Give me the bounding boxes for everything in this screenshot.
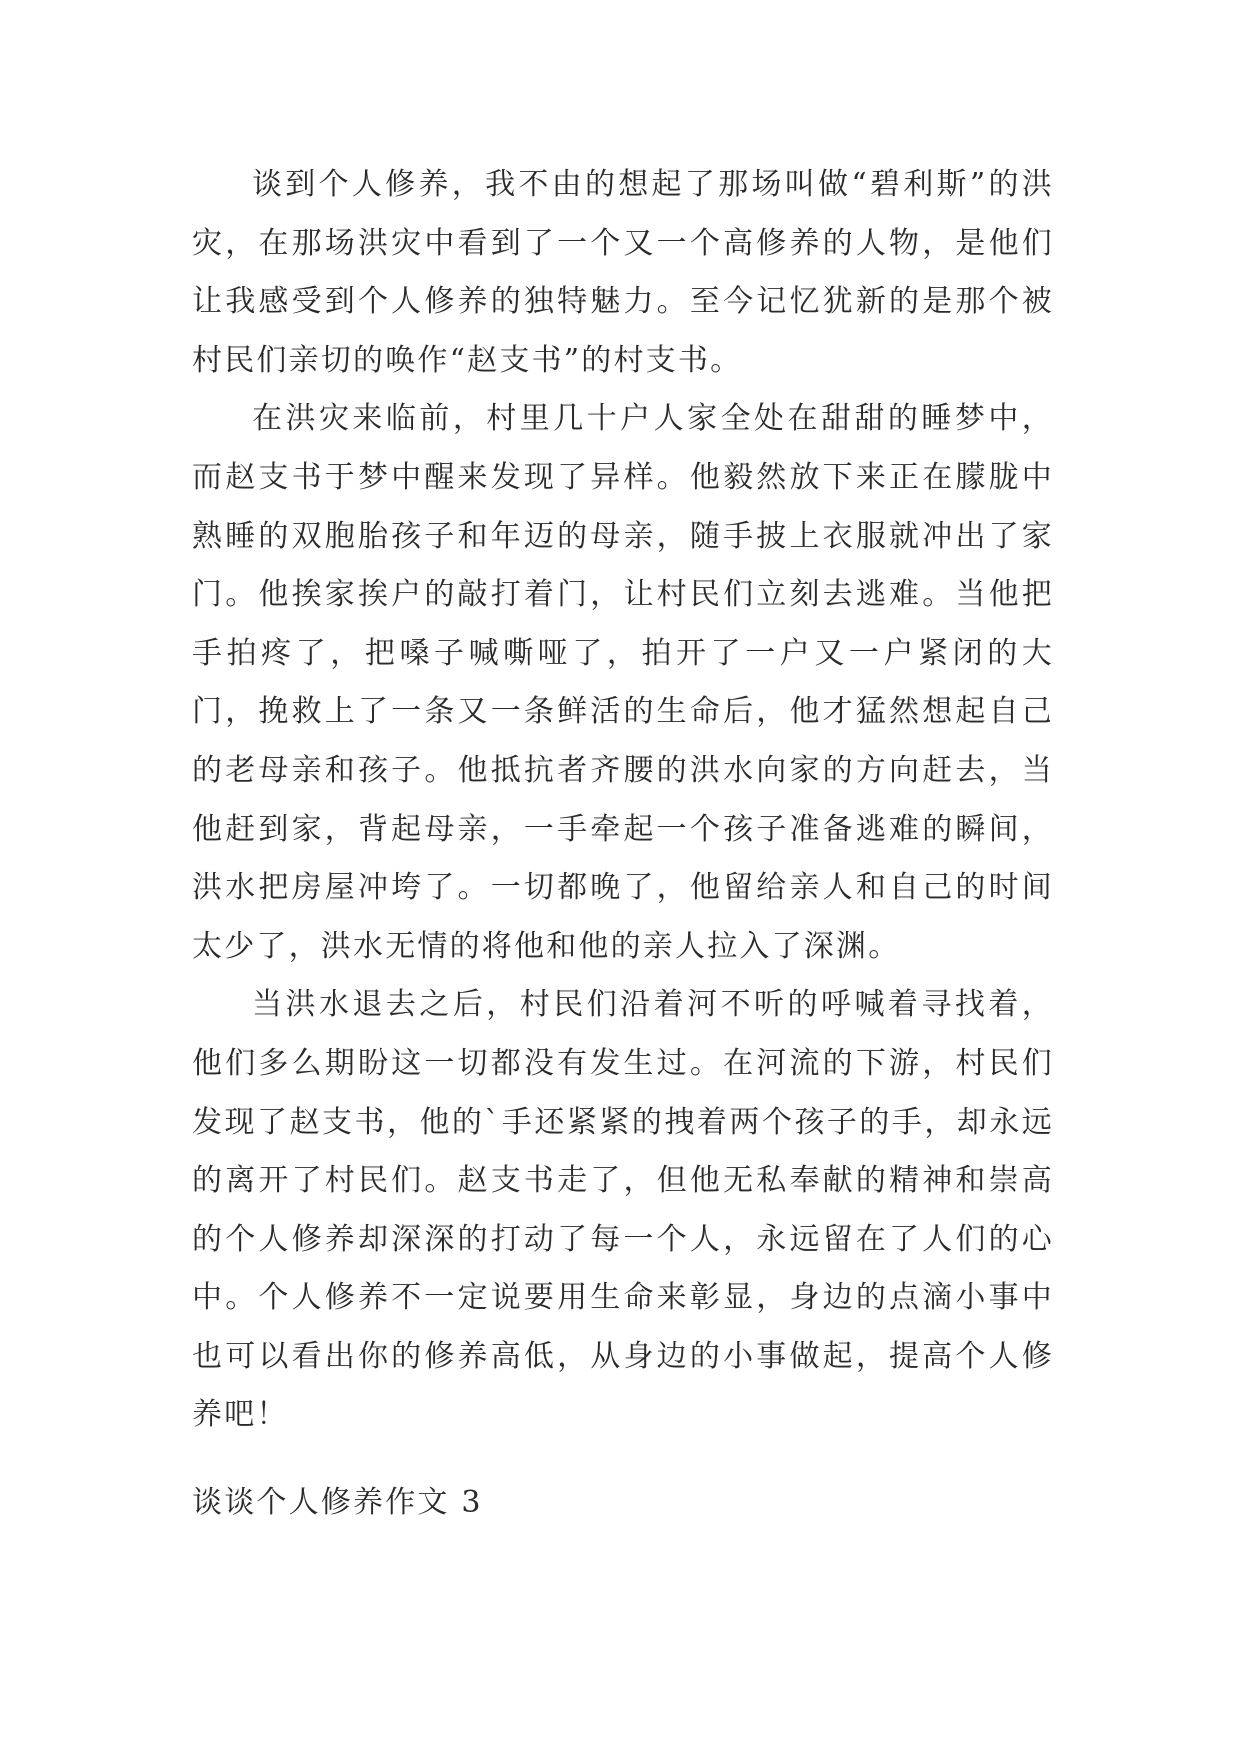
section-heading: 谈谈个人修养作文 3 bbox=[192, 1485, 483, 1520]
paragraph-1: 谈到个人修养，我不由的想起了那场叫做“碧利斯”的洪灾，在那场洪灾中看到了一个又一个高修养的人物，是他们让我感受到个人修养的独特魅力。至今记忆犹新的是那个被村民们亲切的唤作“赵支书”的村支书。 bbox=[192, 167, 1054, 378]
paragraph-3: 当洪水退去之后，村民们沿着河不听的呼喊着寻找着，他们多么期盼这一切都没有发生过。在河流的下游，村民们发现了赵支书，他的`手还紧紧的拽着两个孩子的手，却永远的离开了村民们。赵支书走了，但他无私奉献的精神和崇高的个人修养却深深的打动了每一个人，永远留在了人们的心中。个人修养不一定说要用生命来彰显，身边的点滴小事中也可以看出你的修养高低，从身边的小事做起，提高个人修养吧！ bbox=[192, 987, 1054, 1433]
paragraph-2: 在洪灾来临前，村里几十户人家全处在甜甜的睡梦中，而赵支书于梦中醒来发现了异样。他毅然放下来正在朦胧中熟睡的双胞胎孩子和年迈的母亲，随手披上衣服就冲出了家门。他挨家挨户的敲打着门，让村民们立刻去逃难。当他把手拍疼了，把嗓子喊嘶哑了，拍开了一户又一户紧闭的大门，挽救上了一条又一条鲜活的生命后，他才猛然想起自己的老母亲和孩子。他抵抗者齐腰的洪水向家的方向赶去，当他赶到家，背起母亲，一手牵起一个孩子准备逃难的瞬间，洪水把房屋冲垮了。一切都晚了，他留给亲人和自己的时间太少了，洪水无情的将他和他的亲人拉入了深渊。 bbox=[192, 401, 1054, 964]
article-body bbox=[192, 156, 1054, 1445]
